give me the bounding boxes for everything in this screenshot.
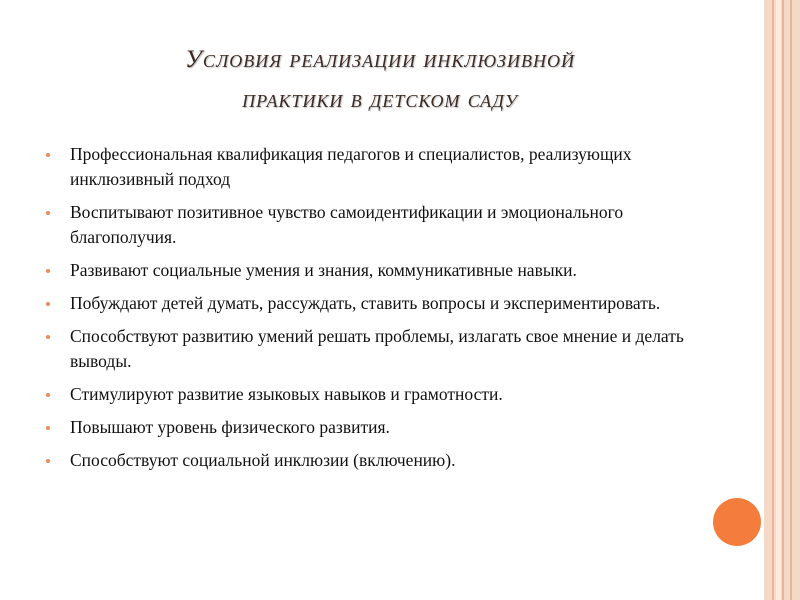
bullet-list: [46, 142, 696, 481]
list-item: [46, 142, 696, 192]
slide-title: [60, 40, 700, 120]
decorative-circle-icon: [713, 498, 761, 546]
list-item-text: Стимулируют развитие языковых навыков и грамотности.: [70, 384, 503, 404]
bullet-dot-icon: [46, 459, 50, 463]
list-item: [46, 448, 696, 473]
list-item-text: Профессиональная квалификация педагогов и специалистов, реализующих инклюзивный подход: [70, 144, 632, 189]
list-item: [46, 258, 696, 283]
decorative-stripe-line: [782, 0, 784, 600]
slide-title-line-1: Условия реализации инклюзивной: [185, 46, 575, 73]
bullet-dot-icon: [46, 153, 50, 157]
list-item-text: Побуждают детей думать, рассуждать, ставить вопросы и экспериментировать.: [70, 293, 661, 313]
decorative-stripe-inner: [776, 0, 781, 600]
list-item: [46, 382, 696, 407]
bullet-dot-icon: [46, 302, 50, 306]
list-item: [46, 200, 696, 250]
list-item-text: Развивают социальные умения и знания, коммуникативные навыки.: [70, 260, 577, 280]
slide-title-line-2: практики в детском саду: [242, 86, 518, 113]
list-item-text: Способствуют социальной инклюзии (включению).: [70, 450, 456, 470]
decorative-stripe-line: [790, 0, 792, 600]
list-item-text: Воспитывают позитивное чувство самоидентификации и эмоционального благополучия.: [70, 202, 624, 247]
bullet-dot-icon: [46, 393, 50, 397]
bullet-dot-icon: [46, 426, 50, 430]
bullet-dot-icon: [46, 211, 50, 215]
list-item: [46, 415, 696, 440]
bullet-dot-icon: [46, 335, 50, 339]
list-item: [46, 324, 696, 374]
bullet-dot-icon: [46, 269, 50, 273]
list-item-text: Повышают уровень физического развития.: [70, 417, 390, 437]
decorative-stripe-line: [772, 0, 774, 600]
list-item-text: Способствуют развитию умений решать проблемы, излагать свое мнение и делать выводы.: [70, 326, 684, 371]
list-item: [46, 291, 696, 316]
